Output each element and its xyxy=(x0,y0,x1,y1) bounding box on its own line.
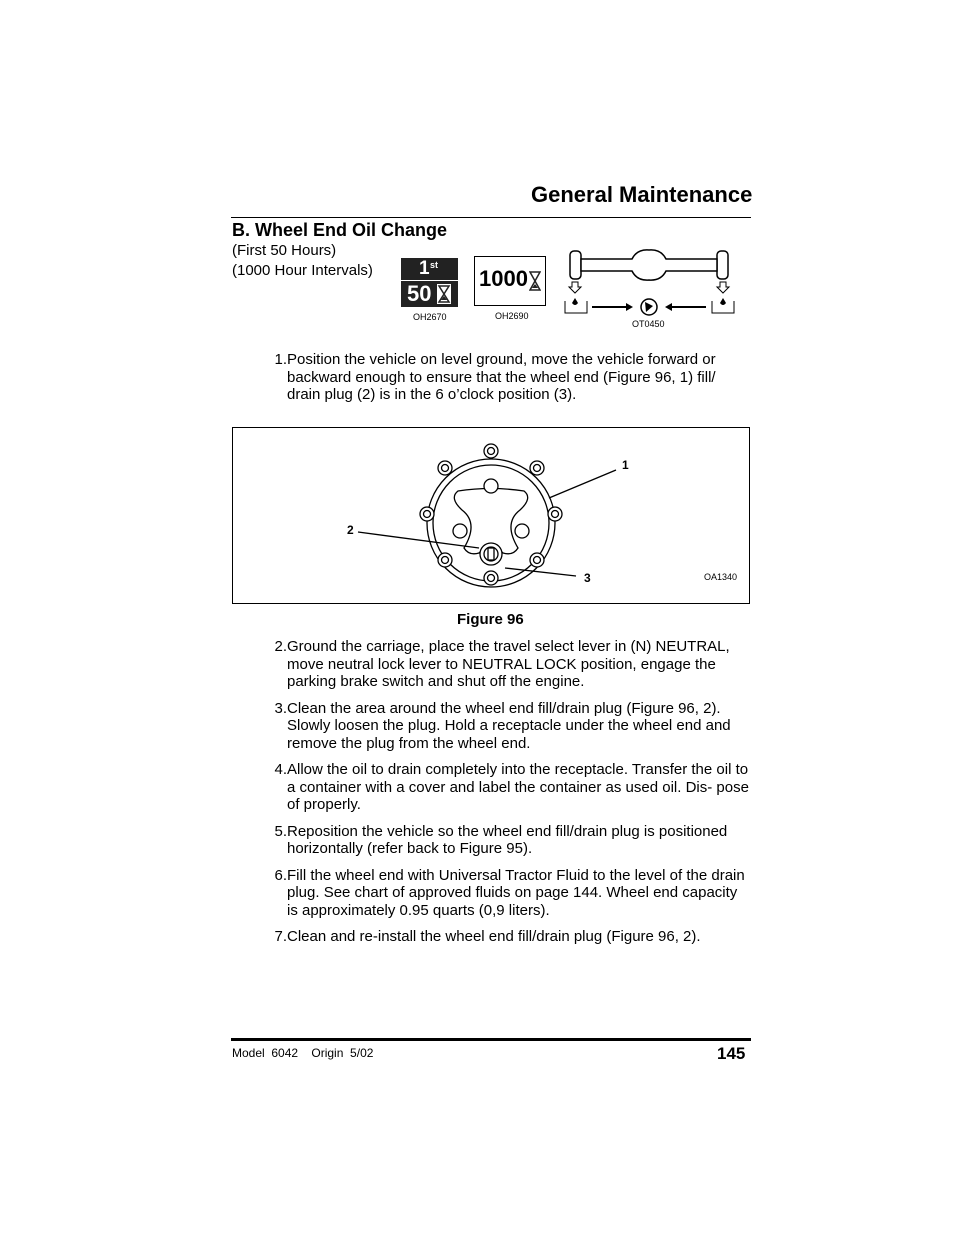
step-text: Fill the wheel end with Universal Tractor Fluid to the level of the drain plug. See chart of approved fluids on page 144. Wheel end capacity is approximately 0.95 quarts (0,9 liters). xyxy=(287,866,745,919)
first-service-code: OH2670 xyxy=(413,312,447,322)
step-text: Allow the oil to drain completely into the receptacle. Transfer the oil to a container with a cover and label the container as used oil. Dis- pose of properly. xyxy=(287,761,749,813)
section-title: B. Wheel End Oil Change xyxy=(232,220,448,240)
first-service-hours: 50 xyxy=(407,281,432,306)
page-header-title: General Maintenance xyxy=(531,182,753,207)
figure-caption: Figure 96 xyxy=(457,611,524,628)
step-item xyxy=(265,638,753,691)
steps-before-list xyxy=(265,351,753,404)
step-number: 4. xyxy=(274,761,287,778)
footer-model-origin: Model 6042 Origin 5/02 xyxy=(232,1046,374,1060)
first-service-icon xyxy=(401,258,458,307)
interval-first: (First 50 Hours) xyxy=(232,242,337,259)
wheel-end-diagram xyxy=(233,428,749,603)
step-item xyxy=(265,867,753,920)
step-number: 7. xyxy=(274,928,287,945)
interval-service-icon xyxy=(474,256,546,306)
step-number: 6. xyxy=(274,866,287,884)
step-text: Ground the carriage, place the travel select lever in (N) NEUTRAL, move neutral lock lever to NEUTRAL LOCK position, engage the parking brake switch and shut off the engine. xyxy=(287,638,730,690)
step-number: 3. xyxy=(274,699,287,717)
hourglass-icon xyxy=(437,284,451,304)
step-number: 5. xyxy=(274,822,287,840)
step-item xyxy=(265,761,753,814)
step-text: Reposition the vehicle so the wheel end fill/drain plug is positioned horizontally (refer back to Figure 95). xyxy=(287,822,728,857)
step-item xyxy=(265,928,753,946)
callout-2: 2 xyxy=(347,523,354,537)
interval-service-hours: 1000 xyxy=(479,266,528,291)
first-service-superscript: st xyxy=(430,260,439,270)
first-service-number: 1 xyxy=(419,258,430,279)
step-item xyxy=(265,351,753,404)
interval-recurring: (1000 Hour Intervals) xyxy=(232,262,373,279)
axle-drain-icon xyxy=(562,246,740,320)
figure-code: OA1340 xyxy=(704,572,738,582)
step-text: Clean the area around the wheel end fill/drain plug (Figure 96, 2). Slowly loosen the plug. Hold a receptacle under the wheel end and remove the plug from the wheel end. xyxy=(287,699,731,752)
step-number: 2. xyxy=(274,638,287,655)
callout-1: 1 xyxy=(622,458,629,472)
step-item xyxy=(265,823,753,858)
axle-drain-code: OT0450 xyxy=(632,319,665,329)
interval-service-code: OH2690 xyxy=(495,311,529,321)
step-number: 1. xyxy=(274,351,287,368)
step-item xyxy=(265,700,753,753)
step-text: Position the vehicle on level ground, move the vehicle forward or backward enough to ensure that the wheel end (Figure 96, 1) fill/ drain plug (2) is in the 6 o’clock position (3). xyxy=(287,351,716,403)
page-number: 145 xyxy=(717,1044,746,1063)
steps-after-list xyxy=(265,638,753,946)
footer-divider xyxy=(231,1038,751,1041)
step-text: Clean and re-install the wheel end fill/drain plug (Figure 96, 2). xyxy=(287,928,701,945)
hourglass-icon xyxy=(529,271,541,291)
callout-3: 3 xyxy=(584,571,591,585)
figure-96-frame xyxy=(232,427,750,604)
header-divider xyxy=(231,217,751,218)
